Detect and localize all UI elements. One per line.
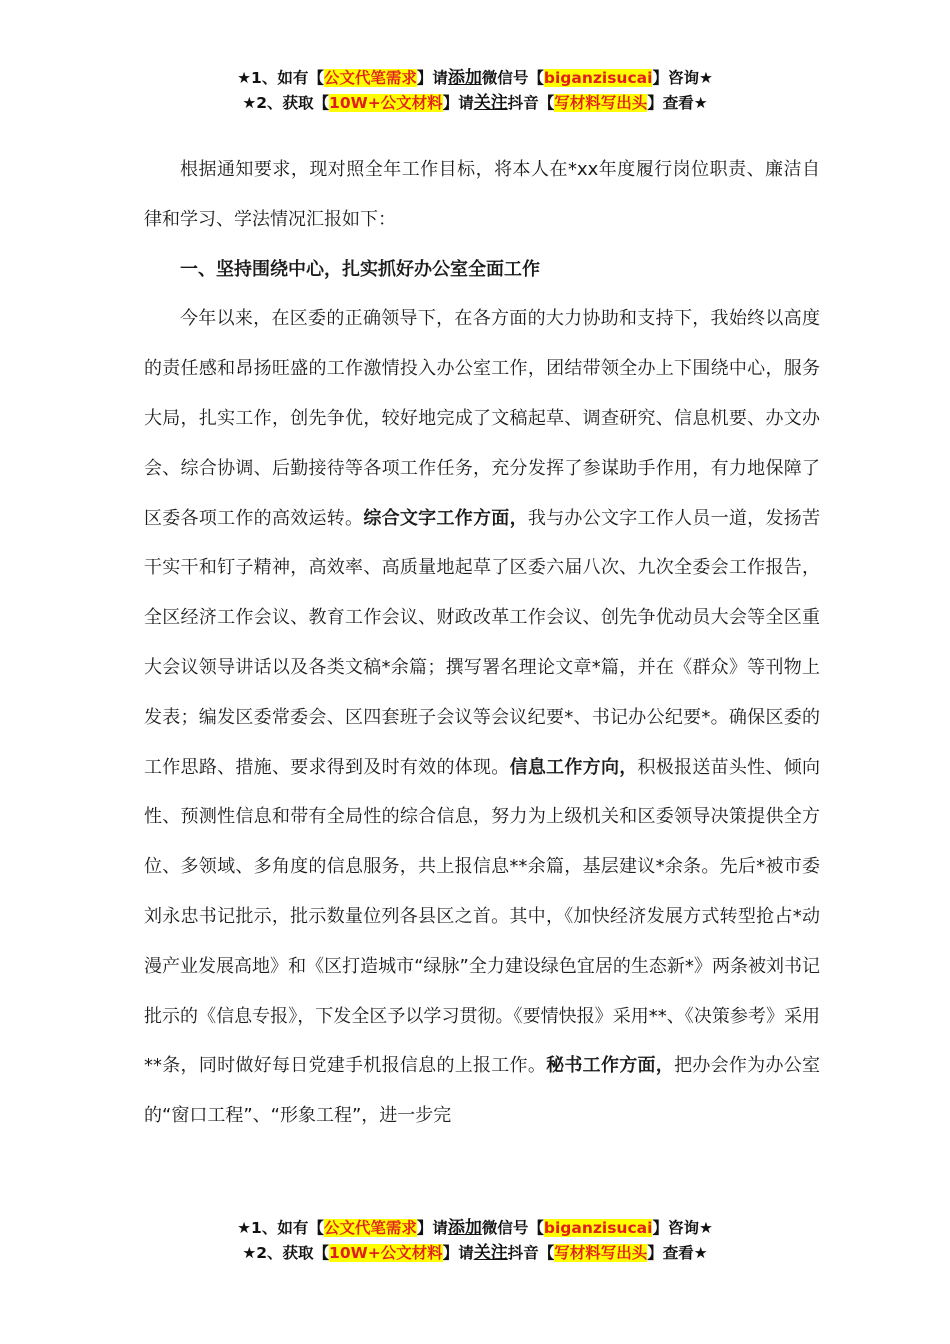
banner-line-1: ★1、如有【公文代笔需求】请添加微信号【biganzisucai】咨询★ [237, 68, 713, 88]
highlight-text: 写材料写出头 [554, 94, 648, 112]
highlight-text: biganzisucai [543, 1219, 653, 1237]
document-body [144, 145, 820, 1141]
highlight-text: biganzisucai [543, 69, 653, 87]
underlined-text: 添加 [447, 1218, 482, 1238]
intro-paragraph: 根据通知要求，现对照全年工作目标，将本人在*xx年度履行岗位职责、廉洁自律和学习、学法情况汇报如下： [144, 159, 820, 230]
bold-topic: 信息工作方向， [509, 756, 638, 778]
highlight-text: 公文代笔需求 [323, 1219, 417, 1237]
body-paragraph: 今年以来，在区委的正确领导下，在各方面的大力协助和支持下，我始终以高度的责任感和昂扬旺盛的工作激情投入办公室工作，团结带领全办上下围绕中心，服务大局，扎实工作，创先争优，较好地完成了文稿起草、调查研究、信息机要、办文办会、综合协调、后勤接待等各项工作任务，充分发挥了参谋助手作用，有力地保障了区委各项工作的高效运转。综合文字工作方面，我与办公文字工作人员一道，发扬苦干实干和钉子精神，高效率、高质量地起草了区委六届八次、九次全委会工作报告，全区经济工作会议、教育工作会议、财政改革工作会议、创先争优动员大会等全区重大会议领导讲话以及各类文稿*余篇；撰写署名理论文章*篇，并在《群众》等刊物上发表；编发区委常委会、区四套班子会议等会议纪要*、书记办公纪要*。确保区委的工作思路、措施、要求得到及时有效的体现。信息工作方向，积极报送苗头性、倾向性、预测性信息和带有全局性的综合信息，努力为上级机关和区委领导决策提供全方位、多领域、多角度的信息服务，共上报信息**余篇，基层建议*余条。先后*被市委刘永忠书记批示，批示数量位列各县区之首。其中，《加快经济发展方式转型抢占*动漫产业发展高地》和《区打造城市“绿脉”全力建设绿色宜居的生态新*》两条被刘书记批示的《信息专报》，下发全区予以学习贯彻。《要情快报》采用**、《决策参考》采用**条，同时做好每日党建手机报信息的上报工作。秘书工作方面，把办会作为办公室的“窗口工程”、“形象工程”，进一步完 [144, 308, 821, 1127]
banner-line-2: ★2、获取【10W+公文材料】请关注抖音【写材料写出头】查看★ [242, 1243, 708, 1263]
banner-line-2: ★2、获取【10W+公文材料】请关注抖音【写材料写出头】查看★ [242, 93, 708, 113]
bold-topic: 综合文字工作方面， [363, 507, 528, 529]
highlight-text: 公文代笔需求 [323, 69, 417, 87]
underlined-text: 关注 [473, 1243, 508, 1263]
banner-line-1: ★1、如有【公文代笔需求】请添加微信号【biganzisucai】咨询★ [237, 1218, 713, 1238]
highlight-text: 写材料写出头 [554, 1244, 648, 1262]
bold-topic: 秘书工作方面， [546, 1055, 675, 1077]
header-banner [0, 66, 950, 116]
section-heading: 一、坚持围绕中心，扎实抓好办公室全面工作 [180, 258, 540, 280]
underlined-text: 添加 [447, 68, 482, 88]
highlight-text: 10W+公文材料 [329, 94, 443, 112]
highlight-text: 10W+公文材料 [329, 1244, 443, 1262]
footer-banner [0, 1216, 950, 1266]
underlined-text: 关注 [473, 93, 508, 113]
